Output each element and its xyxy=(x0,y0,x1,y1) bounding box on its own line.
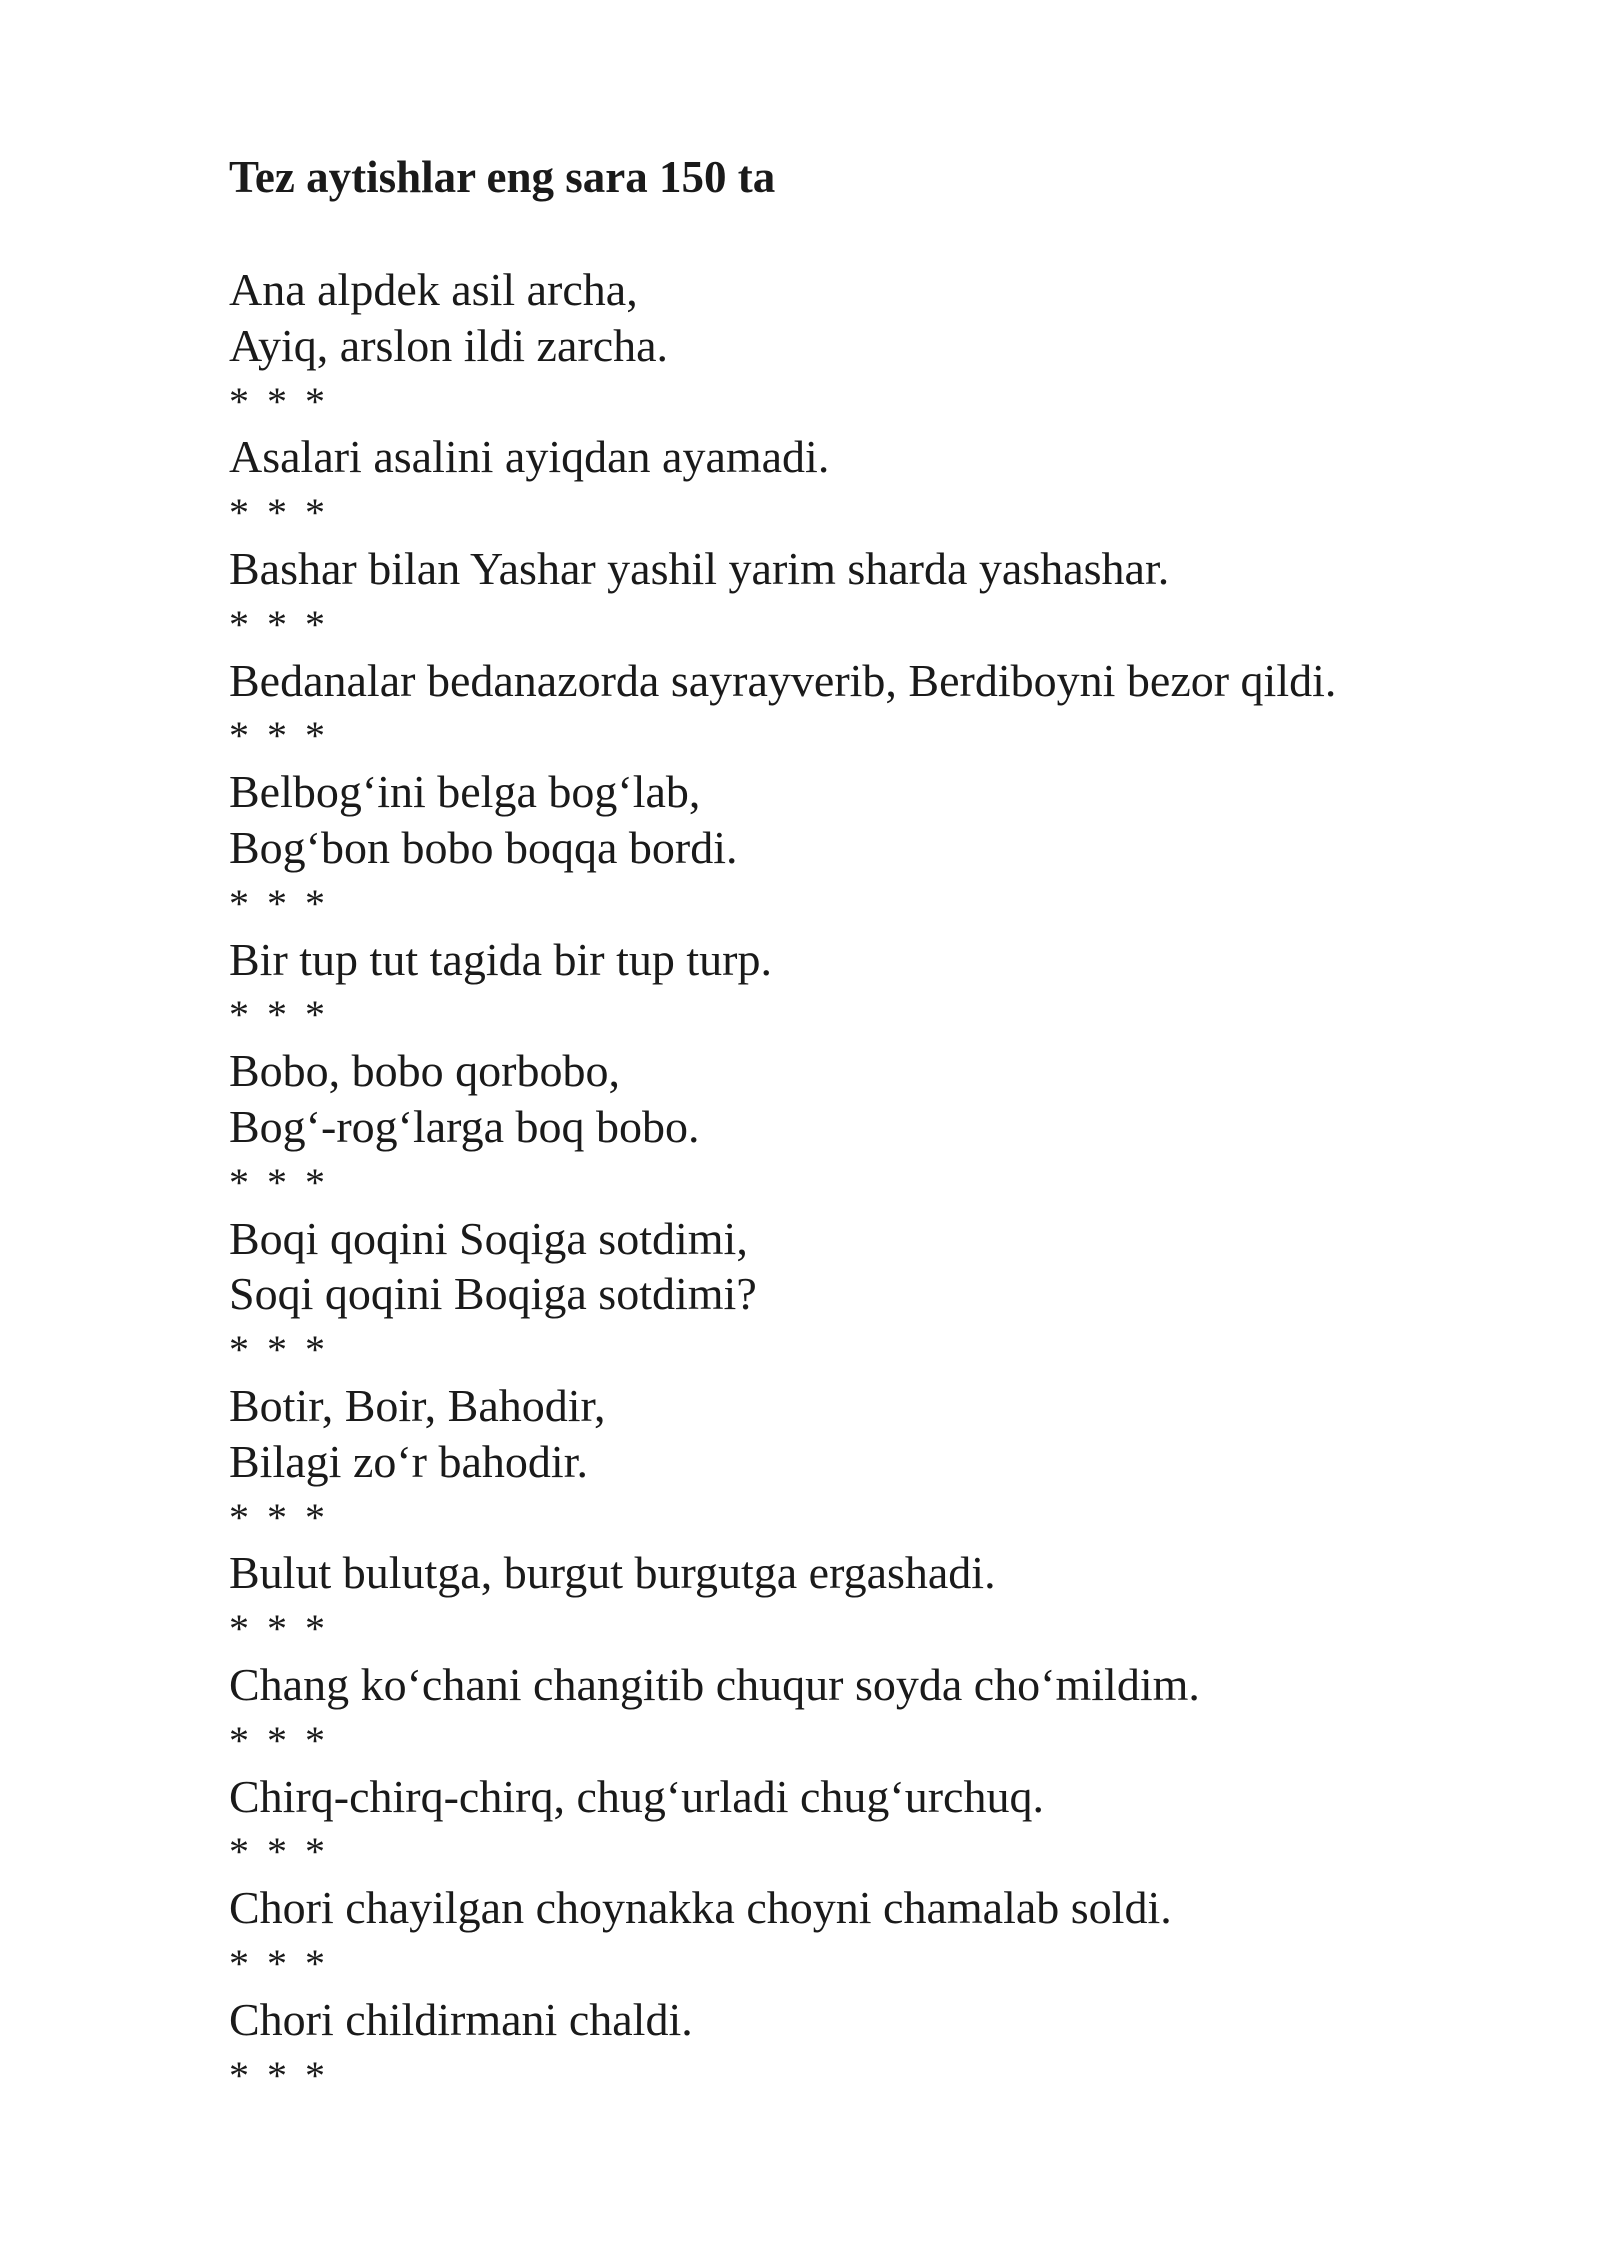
entry-separator: * * * xyxy=(229,1829,329,1875)
entry-separator: * * * xyxy=(229,601,329,647)
entry-line: Bulut bulutga, burgut burgutga ergashadi. xyxy=(229,1547,996,1599)
tongue-twister-entry xyxy=(229,429,1529,541)
tongue-twister-entry xyxy=(229,262,1529,429)
tongue-twister-list xyxy=(229,262,1529,2103)
tongue-twister-entry xyxy=(229,1043,1529,1210)
entry-line: Chori childirmani chaldi. xyxy=(229,1993,693,2045)
entry-separator: * * * xyxy=(229,1494,329,1540)
entry-separator: * * * xyxy=(229,1717,329,1763)
entry-line: Ana alpdek asil archa, xyxy=(229,264,638,315)
entry-line: Chang ko‘chani changitib chuqur soyda cho‘mildim. xyxy=(229,1658,1200,1710)
entry-line: Bedanalar bedanazorda sayrayverib, Berdiboyni bezor qildi. xyxy=(229,654,1337,706)
entry-line: Bashar bilan Yashar yashil yarim sharda yashashar. xyxy=(229,542,1170,594)
entry-line: Boqi qoqini Soqiga sotdimi, xyxy=(229,1212,748,1264)
entry-line: Bog‘bon bobo boqqa bordi. xyxy=(229,821,738,873)
entry-separator: * * * xyxy=(229,378,329,424)
entry-separator: * * * xyxy=(229,1606,329,1652)
entry-separator: * * * xyxy=(229,992,329,1038)
tongue-twister-entry xyxy=(229,1880,1529,1992)
entry-line: Belbog‘ini belga bog‘lab, xyxy=(229,766,701,818)
entry-line: Botir, Boir, Bahodir, xyxy=(229,1379,606,1431)
entry-separator: * * * xyxy=(229,880,329,926)
entry-line: Bilagi zo‘r bahodir. xyxy=(229,1435,588,1487)
entry-line: Soqi qoqini Boqiga sotdimi? xyxy=(229,1268,757,1320)
tongue-twister-entry xyxy=(229,1992,1529,2104)
entry-separator: * * * xyxy=(229,2052,329,2098)
entry-separator: * * * xyxy=(229,1327,329,1373)
entry-line: Asalari asalini ayiqdan ayamadi. xyxy=(229,431,830,483)
tongue-twister-entry xyxy=(229,1769,1529,1881)
document-title: Tez aytishlar eng sara 150 ta xyxy=(229,152,776,202)
entry-line: Bog‘-rog‘larga boq bobo. xyxy=(229,1100,700,1152)
entry-line: Chori chayilgan choynakka choyni chamalab soldi. xyxy=(229,1882,1172,1934)
tongue-twister-entry xyxy=(229,541,1529,653)
tongue-twister-entry xyxy=(229,932,1529,1044)
entry-separator: * * * xyxy=(229,1159,329,1205)
entry-line: Bir tup tut tagida bir tup turp. xyxy=(229,933,772,985)
tongue-twister-entry xyxy=(229,1378,1529,1545)
entry-separator: * * * xyxy=(229,490,329,536)
entry-line: Bobo, bobo qorbobo, xyxy=(229,1045,620,1097)
tongue-twister-entry xyxy=(229,1211,1529,1378)
tongue-twister-entry xyxy=(229,1545,1529,1657)
tongue-twister-entry xyxy=(229,764,1529,931)
tongue-twister-entry xyxy=(229,653,1529,765)
entry-separator: * * * xyxy=(229,713,329,759)
entry-line: Ayiq, arslon ildi zarcha. xyxy=(229,319,669,371)
entry-line: Chirq-chirq-chirq, chug‘urladi chug‘urchuq. xyxy=(229,1770,1044,1822)
entry-separator: * * * xyxy=(229,1940,329,1986)
tongue-twister-entry xyxy=(229,1657,1529,1769)
